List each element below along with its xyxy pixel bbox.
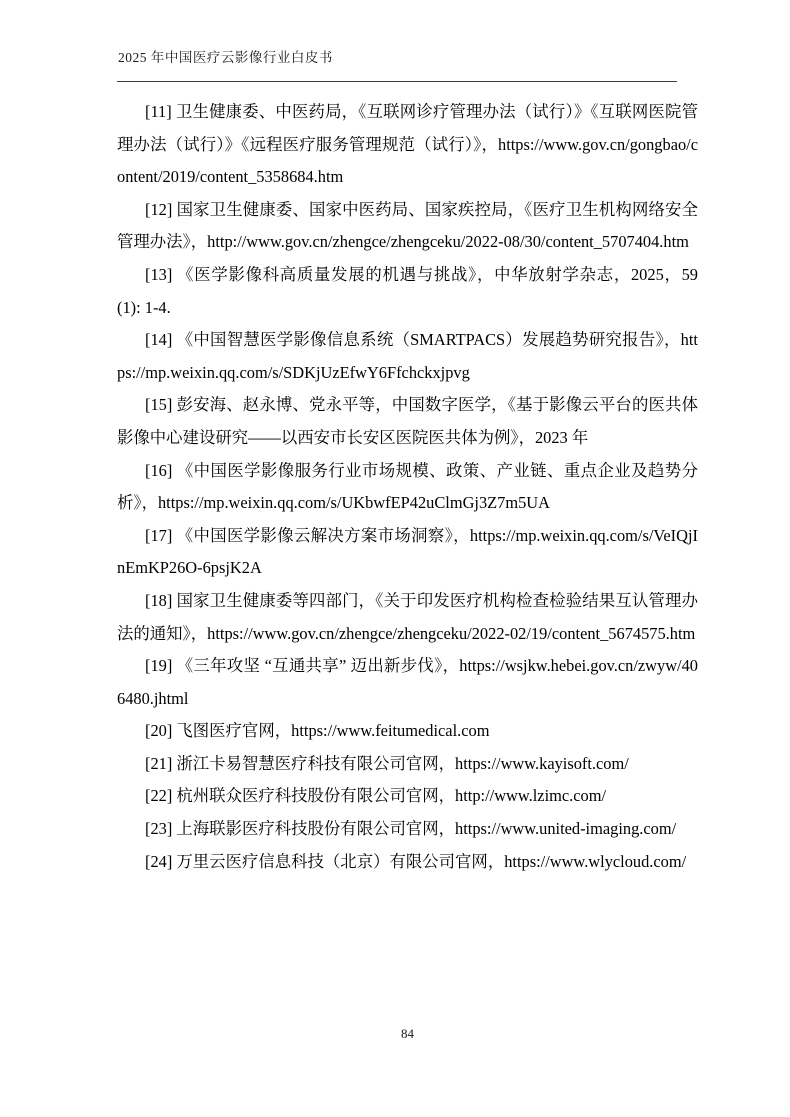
reference-item-12: [12] 国家卫生健康委、国家中医药局、国家疾控局，《医疗卫生机构网络安全管理办法》，http://www.gov.cn/zhengce/zhengceku/2022-08/30/content_5707404.htm	[117, 199, 698, 252]
page-footer	[117, 1026, 698, 1042]
reference-item-16: [16] 《中国医学影像服务行业市场规模、政策、产业链、重点企业及趋势分析》，https://mp.weixin.qq.com/s/UKbwfEP42uClmGj3Z7m5UA	[117, 460, 698, 513]
reference-item-11: [11] 卫生健康委、中医药局，《互联网诊疗管理办法（试行）》《互联网医院管理办法（试行）》《远程医疗服务管理规范（试行）》，https://www.gov.cn/gongbao/content/2019/content_5358684.htm	[117, 102, 698, 187]
header-rule	[117, 81, 677, 82]
reference-item-18: [18] 国家卫生健康委等四部门，《关于印发医疗机构检查检验结果互认管理办法的通知》，https://www.gov.cn/zhengce/zhengceku/2022-02/19/content_5674575.htm	[117, 590, 698, 643]
reference-item-21: [21] 浙江卡易智慧医疗科技有限公司官网，https://www.kayisoft.com/	[145, 753, 629, 773]
page-number: 84	[401, 1026, 414, 1041]
reference-item-22: [22] 杭州联众医疗科技股份有限公司官网，http://www.lzimc.com/	[145, 786, 607, 806]
reference-item-13: [13] 《医学影像科高质量发展的机遇与挑战》，中华放射学杂志，2025，59 (1): 1-4.	[117, 264, 698, 317]
header-title: 2025 年中国医疗云影像行业白皮书	[118, 50, 333, 65]
reference-item-24: [24] 万里云医疗信息科技（北京）有限公司官网，https://www.wlycloud.com/	[145, 851, 687, 871]
reference-item-19: [19] 《三年攻坚 “互通共享” 迈出新步伐》，https://wsjkw.hebei.gov.cn/zwyw/406480.jhtml	[117, 656, 698, 708]
reference-item-15: [15] 彭安海、赵永博、党永平等，中国数字医学，《基于影像云平台的医共体影像中心建设研究——以西安市长安区医院医共体为例》，2023 年	[117, 395, 698, 447]
references-list	[117, 96, 698, 878]
reference-item-14: [14] 《中国智慧医学影像信息系统（SMARTPACS）发展趋势研究报告》，https://mp.weixin.qq.com/s/SDKjUzEfwY6Ffchckxjpvg	[117, 330, 698, 382]
reference-item-20: [20] 飞图医疗官网，https://www.feitumedical.com	[145, 721, 490, 741]
reference-item-17: [17] 《中国医学影像云解决方案市场洞察》，https://mp.weixin.qq.com/s/VeIQjInEmKP26O-6psjK2A	[117, 525, 698, 578]
reference-item-23: [23] 上海联影医疗科技股份有限公司官网，https://www.united-imaging.com/	[145, 819, 677, 839]
